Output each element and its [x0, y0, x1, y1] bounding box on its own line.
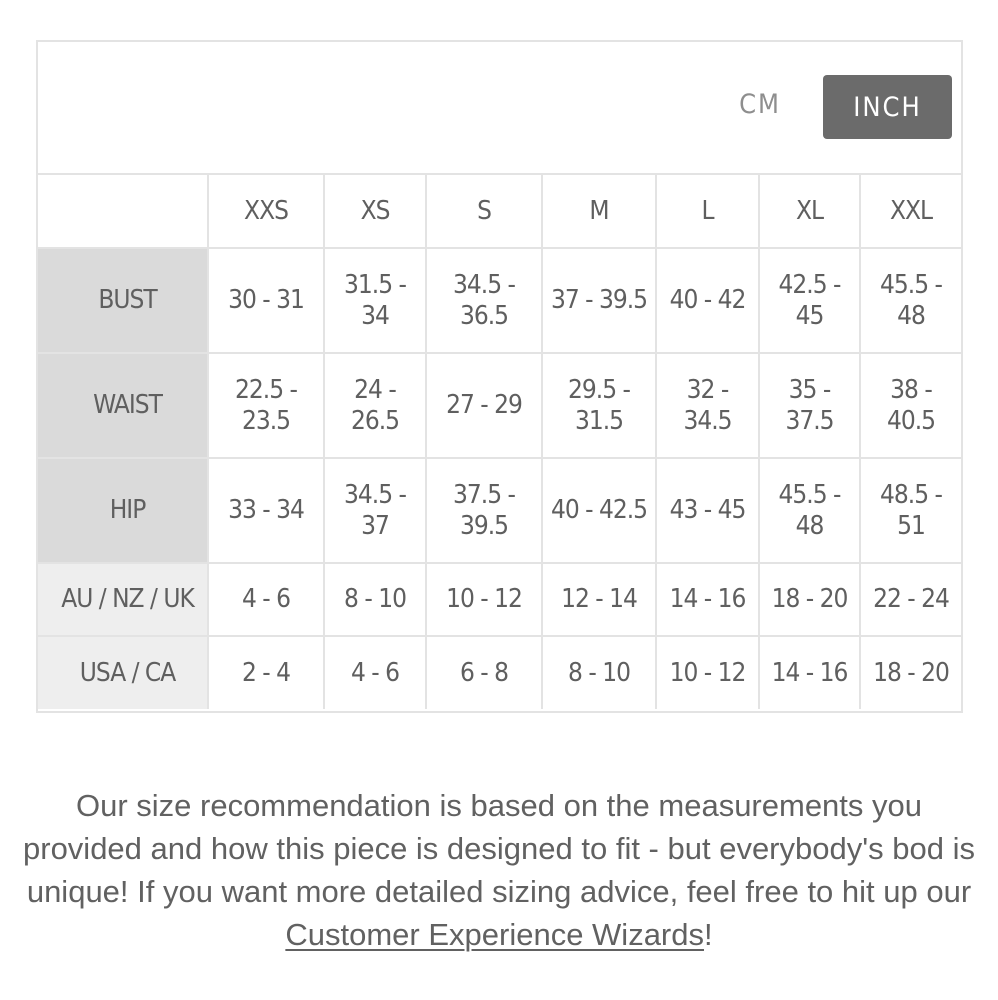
- size-chart: [36, 40, 963, 713]
- inch-unit-button[interactable]: INCH: [823, 75, 952, 139]
- size-cell: 6 - 8: [426, 636, 542, 709]
- size-cell: 38 - 40.5: [860, 353, 961, 458]
- size-cell: 14 - 16: [656, 563, 759, 636]
- size-cell: 43 - 45: [656, 458, 759, 563]
- size-cell: 22 - 24: [860, 563, 961, 636]
- size-cell: 29.5 - 31.5: [542, 353, 656, 458]
- size-cell: 30 - 31: [208, 248, 324, 353]
- size-table: [38, 175, 961, 709]
- note-suffix: !: [704, 917, 713, 952]
- size-header-xs: XS: [324, 175, 426, 248]
- note-text: Our size recommendation is based on the measurements you provided and how this piece is designed to fit - but everybody's bod is unique! If you want more detailed sizing advice, feel free to hit up our: [23, 788, 975, 909]
- size-cell: 37.5 - 39.5: [426, 458, 542, 563]
- size-cell: 18 - 20: [860, 636, 961, 709]
- size-cell: 8 - 10: [542, 636, 656, 709]
- size-cell: 34.5 - 37: [324, 458, 426, 563]
- size-header-row: [38, 175, 961, 248]
- size-cell: 48.5 - 51: [860, 458, 961, 563]
- size-cell: 27 - 29: [426, 353, 542, 458]
- size-cell: 8 - 10: [324, 563, 426, 636]
- size-cell: 18 - 20: [759, 563, 860, 636]
- row-label-usa-ca: USA / CA: [38, 636, 208, 709]
- size-cell: 4 - 6: [324, 636, 426, 709]
- unit-toggle: [38, 42, 961, 175]
- size-header-l: L: [656, 175, 759, 248]
- size-header-xxl: XXL: [860, 175, 961, 248]
- size-cell: 32 - 34.5: [656, 353, 759, 458]
- row-label-hip: HIP: [38, 458, 208, 563]
- size-recommendation-note: [20, 784, 978, 956]
- size-cell: 40 - 42.5: [542, 458, 656, 563]
- size-cell: 45.5 - 48: [860, 248, 961, 353]
- size-cell: 35 - 37.5: [759, 353, 860, 458]
- size-header-xxs: XXS: [208, 175, 324, 248]
- row-label-au-nz-uk: AU / NZ / UK: [38, 563, 208, 636]
- size-cell: 31.5 - 34: [324, 248, 426, 353]
- size-cell: 14 - 16: [759, 636, 860, 709]
- waist-row: [38, 353, 961, 458]
- size-cell: 42.5 - 45: [759, 248, 860, 353]
- au-nz-uk-row: [38, 563, 961, 636]
- usa-ca-row: [38, 636, 961, 709]
- size-cell: 22.5 - 23.5: [208, 353, 324, 458]
- size-cell: 12 - 14: [542, 563, 656, 636]
- size-cell: 40 - 42: [656, 248, 759, 353]
- customer-experience-link[interactable]: Customer Experience Wizards: [285, 917, 704, 952]
- size-cell: 2 - 4: [208, 636, 324, 709]
- size-cell: 34.5 - 36.5: [426, 248, 542, 353]
- bust-row: [38, 248, 961, 353]
- size-cell: 24 - 26.5: [324, 353, 426, 458]
- size-cell: 4 - 6: [208, 563, 324, 636]
- size-cell: 10 - 12: [426, 563, 542, 636]
- size-header-s: S: [426, 175, 542, 248]
- size-cell: 10 - 12: [656, 636, 759, 709]
- size-cell: 33 - 34: [208, 458, 324, 563]
- row-label-waist: WAIST: [38, 353, 208, 458]
- size-header-m: M: [542, 175, 656, 248]
- size-header-xl: XL: [759, 175, 860, 248]
- hip-row: [38, 458, 961, 563]
- row-label-bust: BUST: [38, 248, 208, 353]
- size-cell: 45.5 - 48: [759, 458, 860, 563]
- cm-unit-button[interactable]: CM: [739, 89, 781, 120]
- size-cell: 37 - 39.5: [542, 248, 656, 353]
- corner-cell: [38, 175, 208, 248]
